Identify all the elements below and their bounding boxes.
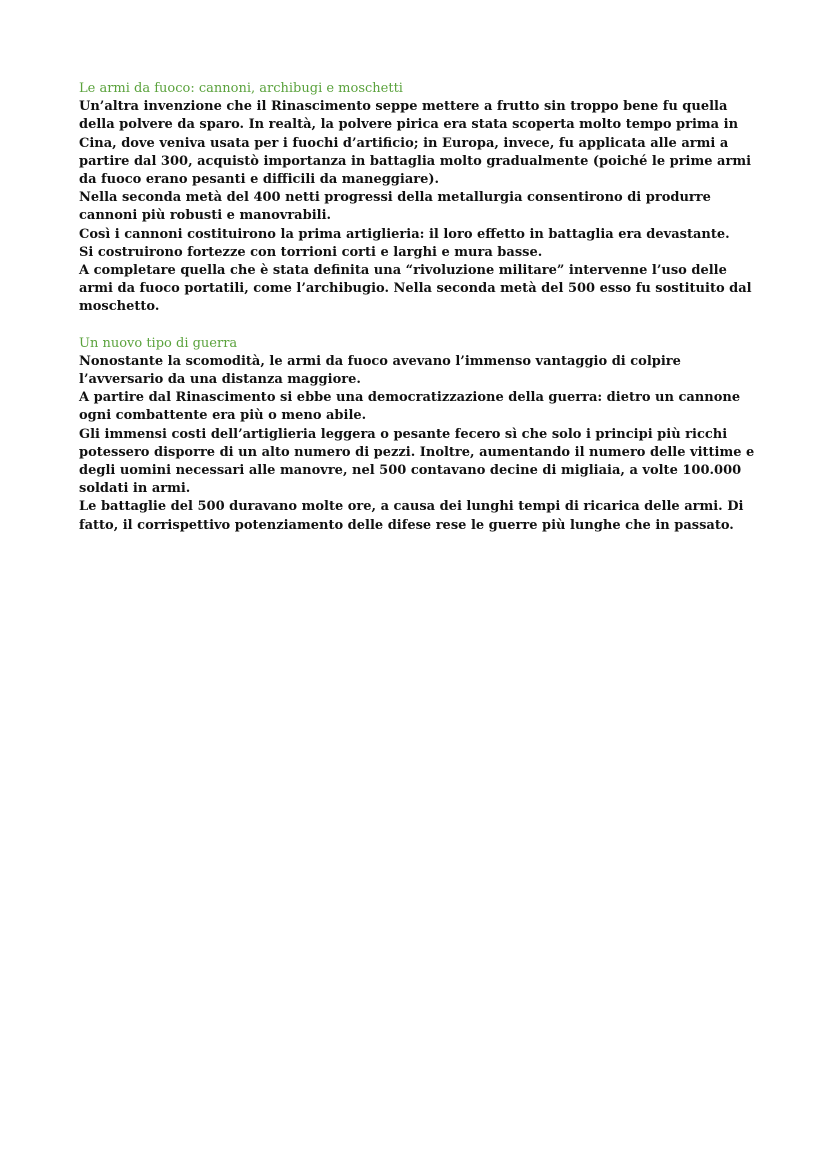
document-page — [79, 80, 759, 553]
paragraph: A completare quella che è stata definita una “rivoluzione militare” intervenne l’uso delle armi da fuoco portatili, come l’archibugio. Nella seconda metà del 500 esso fu sostituito dal moschetto. — [79, 263, 752, 315]
section-heading-new-warfare: Un nuovo tipo di guerra — [79, 335, 238, 351]
paragraph: Nonostante la scomodità, le armi da fuoco avevano l’immenso vantaggio di colpire l’avversario da una distanza maggiore. — [79, 353, 681, 388]
section-firearms — [79, 80, 759, 317]
paragraph: Nella seconda metà del 400 netti progressi della metallurgia consentirono di produrre cannoni più robusti e manovrabili. — [79, 190, 711, 224]
paragraph: A partire dal Rinascimento si ebbe una democratizzazione della guerra: dietro un cannone ogni combattente era più o meno abile. — [79, 390, 741, 424]
paragraph: Si costruirono fortezze con torrioni corti e larghi e mura basse. — [79, 244, 543, 260]
paragraph: Gli immensi costi dell’artiglieria leggera o pesante fecero sì che solo i principi più ricchi potessero disporre di un alto numero di pezzi. Inoltre, aumentando il numero delle vittime e degli uomini necessari alle manovre, nel 500 contavano decine di migliaia, a volte 100.000 soldati in armi. — [79, 426, 755, 497]
paragraph: Così i cannoni costituirono la prima artiglieria: il loro effetto in battaglia era devastante. — [79, 226, 730, 242]
section-new-warfare — [79, 335, 759, 535]
paragraph: Le battaglie del 500 duravano molte ore, a causa dei lunghi tempi di ricarica delle armi. Di fatto, il corrispettivo potenziamento delle difese rese le guerre più lunghe che in passato. — [79, 499, 744, 533]
paragraph: Un’altra invenzione che il Rinascimento seppe mettere a frutto sin troppo bene fu quella della polvere da sparo. In realtà, la polvere pirica era stata scoperta molto tempo prima in Cina, dove veniva usata per i fuochi d’artificio; in Europa, invece, fu applicata alle armi a partire dal 300, acquistò importanza in battaglia molto gradualmente (poiché le prime armi da fuoco erano pesanti e difficili da maneggiare). — [79, 99, 752, 188]
section-heading-firearms: Le armi da fuoco: cannoni, archibugi e moschetti — [79, 81, 403, 96]
